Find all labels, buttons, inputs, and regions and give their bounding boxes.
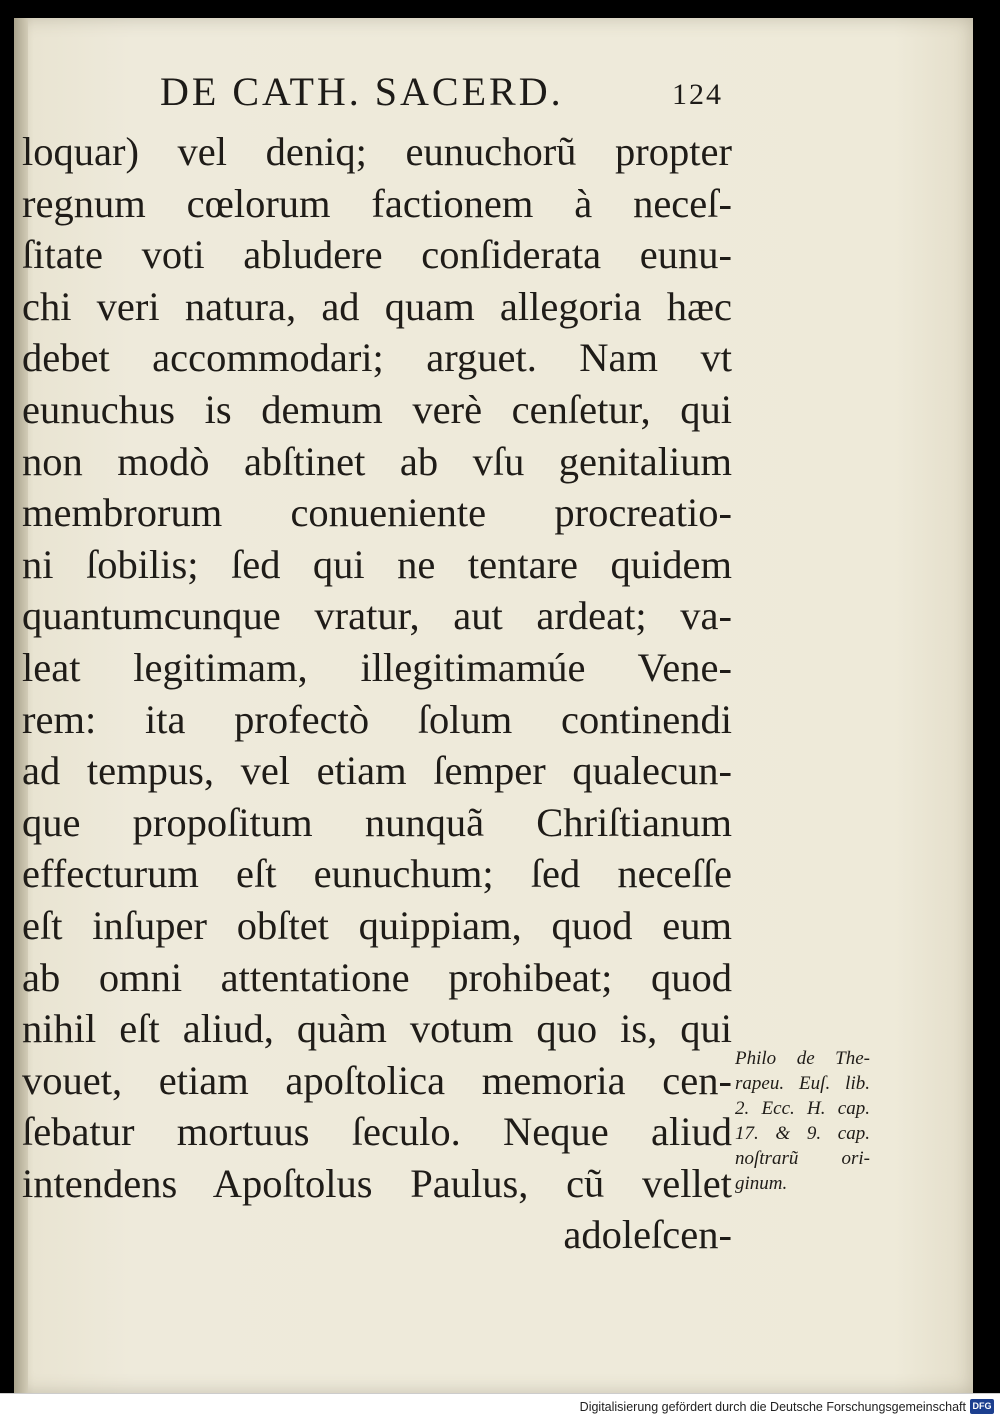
text-line: ad tempus, vel etiam ſemper qualecun- [22, 748, 732, 794]
text-line: nihil eſt aliud, quàm votum quo is, qui [22, 1006, 732, 1052]
text-line: vouet, etiam apoſtolica memoria cen- [22, 1057, 732, 1103]
text-line: ſebatur mortuus ſeculo. Neque aliud [22, 1109, 732, 1155]
text-line: ab omni attentatione prohibeat; quod [22, 954, 732, 1000]
text-line: regnum cœlorum factionem à neceſ- [22, 180, 732, 226]
text-line: ſitate voti abludere conſiderata eunu- [22, 232, 732, 278]
text-line: quantumcunque vratur, aut ardeat; va- [22, 593, 732, 639]
marginal-note-line: rapeu. Euſ. lib. [735, 1073, 870, 1094]
text-line: rem: ita profectò ſolum continendi [22, 696, 732, 742]
text-line: que propoſitum nunquã Chriſtianum [22, 799, 732, 845]
text-line: debet accommodari; arguet. Nam vt [22, 335, 732, 381]
text-line: leat legitimam, illegitimamúe Vene- [22, 644, 732, 690]
dfg-logo-icon: DFG [970, 1399, 994, 1414]
catchword: adoleſcen- [563, 1212, 732, 1258]
text-line: ni ſobilis; ſed qui ne tentare quidem [22, 541, 732, 587]
text-line: chi veri natura, ad quam allegoria hæc [22, 283, 732, 329]
text-line: membrorum conueniente procreatio- [22, 490, 732, 536]
footer-bar [0, 1393, 1000, 1421]
text-line: effecturum eſt eunuchum; ſed neceſſe [22, 851, 732, 897]
text-line: eſt inſuper obſtet quippiam, quod eum [22, 902, 732, 948]
marginal-note-line: 17. & 9. cap. [735, 1123, 870, 1144]
marginal-note-line: noſtrarũ ori- [735, 1148, 870, 1169]
funding-credit: Digitalisierung gefördert durch die Deutsche Forschungsgemeinschaft [579, 1400, 966, 1414]
text-line: loquar) vel deniq; eunuchorũ propter [22, 129, 732, 174]
text-line: eunuchus is demum verè cenſetur, qui [22, 386, 732, 432]
page-number: 124 [672, 78, 723, 111]
text-line: intendens Apoſtolus Paulus, cũ vellet [22, 1160, 732, 1206]
text-line: non modò abſtinet ab vſu genitalium [22, 438, 732, 484]
running-head: DE CATH. SACERD. [160, 69, 564, 114]
marginal-note-line: ginum. [735, 1173, 788, 1194]
marginal-note-line: 2. Ecc. H. cap. [735, 1098, 870, 1119]
marginal-note [735, 1046, 870, 1196]
body-text [22, 126, 732, 1261]
marginal-note-line: Philo de The- [735, 1048, 870, 1069]
